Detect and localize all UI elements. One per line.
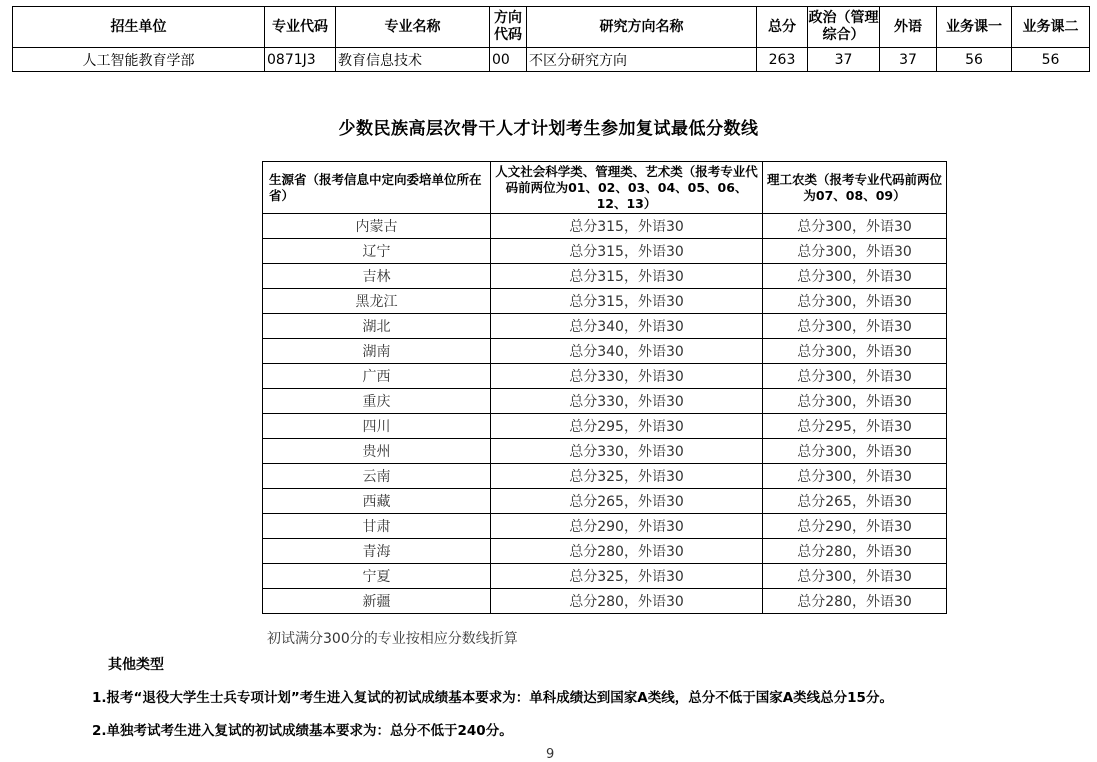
cell-province: 贵州 (263, 439, 491, 464)
header-major-code: 专业代码 (265, 7, 336, 48)
table-row (263, 214, 947, 239)
cell-province: 内蒙古 (263, 214, 491, 239)
header-direction-name: 研究方向名称 (527, 7, 757, 48)
cell-province: 广西 (263, 364, 491, 389)
cell-province: 云南 (263, 464, 491, 489)
cell-science-score: 总分290，外语30 (763, 514, 947, 539)
cell-province: 四川 (263, 414, 491, 439)
table-row (263, 414, 947, 439)
cell-science-score: 总分300，外语30 (763, 339, 947, 364)
cell-humanities-score: 总分280，外语30 (491, 589, 763, 614)
cell-humanities-score: 总分290，外语30 (491, 514, 763, 539)
header-course-two: 业务课二 (1012, 7, 1090, 48)
table-row (263, 439, 947, 464)
header-politics: 政治（管理综合） (808, 7, 880, 48)
table-row (263, 514, 947, 539)
cell-humanities-score: 总分315，外语30 (491, 289, 763, 314)
cell-province: 湖南 (263, 339, 491, 364)
cell-humanities-score: 总分315，外语30 (491, 264, 763, 289)
header-science: 理工农类（报考专业代码前两位为07、08、09） (763, 162, 947, 214)
cell-science-score: 总分265，外语30 (763, 489, 947, 514)
header-province: 生源省（报考信息中定向委培单位所在省） (263, 162, 491, 214)
cell-province: 吉林 (263, 264, 491, 289)
independent-exam-requirement: 2.单独考试考生进入复试的初试成绩基本要求为：总分不低于240分。 (92, 723, 513, 739)
cell-science-score: 总分300，外语30 (763, 439, 947, 464)
cell-humanities-score: 总分280，外语30 (491, 539, 763, 564)
cell-humanities-score: 总分295，外语30 (491, 414, 763, 439)
minority-header-row (263, 162, 947, 214)
table-row (263, 364, 947, 389)
header-foreign-language: 外语 (880, 7, 937, 48)
cell-humanities-score: 总分315，外语30 (491, 239, 763, 264)
other-types-heading: 其他类型 (108, 657, 164, 673)
table-header-row (13, 7, 1090, 48)
minority-table-body (263, 214, 947, 614)
cell-direction-name: 不区分研究方向 (527, 48, 757, 72)
header-total: 总分 (757, 7, 808, 48)
veteran-plan-requirement: 1.报考“退役大学生士兵专项计划”考生进入复试的初试成绩基本要求为：单科成绩达到国家A类线，总分不低于国家A类线总分15分。 (92, 690, 893, 706)
cell-science-score: 总分300，外语30 (763, 264, 947, 289)
cell-science-score: 总分300，外语30 (763, 214, 947, 239)
cell-science-score: 总分295，外语30 (763, 414, 947, 439)
header-humanities: 人文社会科学类、管理类、艺术类（报考专业代码前两位为01、02、03、04、05、06、12、13） (491, 162, 763, 214)
cell-unit: 人工智能教育学部 (13, 48, 265, 72)
cell-science-score: 总分300，外语30 (763, 239, 947, 264)
header-course-one: 业务课一 (937, 7, 1012, 48)
table-row (263, 339, 947, 364)
minority-score-table (262, 161, 947, 614)
table-row (13, 48, 1090, 72)
cell-humanities-score: 总分330，外语30 (491, 389, 763, 414)
cell-science-score: 总分300，外语30 (763, 389, 947, 414)
cell-humanities-score: 总分265，外语30 (491, 489, 763, 514)
minority-section-title: 少数民族高层次骨干人才计划考生参加复试最低分数线 (338, 119, 759, 139)
cell-humanities-score: 总分330，外语30 (491, 439, 763, 464)
table-row (263, 539, 947, 564)
cell-major-name: 教育信息技术 (336, 48, 490, 72)
header-direction-code: 方向代码 (490, 7, 527, 48)
cell-science-score: 总分300，外语30 (763, 464, 947, 489)
cell-humanities-score: 总分325，外语30 (491, 464, 763, 489)
table-row (263, 564, 947, 589)
cell-province: 重庆 (263, 389, 491, 414)
header-major-name: 专业名称 (336, 7, 490, 48)
header-unit: 招生单位 (13, 7, 265, 48)
table-row (263, 264, 947, 289)
cell-province: 湖北 (263, 314, 491, 339)
cell-humanities-score: 总分325，外语30 (491, 564, 763, 589)
cell-course-one: 56 (937, 48, 1012, 72)
cell-politics: 37 (808, 48, 880, 72)
cell-province: 西藏 (263, 489, 491, 514)
cell-science-score: 总分300，外语30 (763, 564, 947, 589)
cell-science-score: 总分300，外语30 (763, 314, 947, 339)
cell-total: 263 (757, 48, 808, 72)
cell-humanities-score: 总分340，外语30 (491, 314, 763, 339)
table-row (263, 289, 947, 314)
cell-major-code: 0871J3 (265, 48, 336, 72)
conversion-note: 初试满分300分的专业按相应分数线折算 (267, 631, 518, 647)
cell-province: 青海 (263, 539, 491, 564)
page-number: 9 (546, 747, 555, 762)
cell-science-score: 总分280，外语30 (763, 589, 947, 614)
cell-science-score: 总分280，外语30 (763, 539, 947, 564)
table-row (263, 314, 947, 339)
cell-course-two: 56 (1012, 48, 1090, 72)
cell-province: 辽宁 (263, 239, 491, 264)
cell-province: 黑龙江 (263, 289, 491, 314)
cell-province: 宁夏 (263, 564, 491, 589)
cell-science-score: 总分300，外语30 (763, 289, 947, 314)
cell-humanities-score: 总分315，外语30 (491, 214, 763, 239)
cell-direction-code: 00 (490, 48, 527, 72)
table-row (263, 489, 947, 514)
cell-humanities-score: 总分330，外语30 (491, 364, 763, 389)
cell-science-score: 总分300，外语30 (763, 364, 947, 389)
cell-province: 新疆 (263, 589, 491, 614)
cell-province: 甘肃 (263, 514, 491, 539)
table-row (263, 239, 947, 264)
table-row (263, 589, 947, 614)
admission-score-table (12, 6, 1090, 72)
table-row (263, 464, 947, 489)
cell-foreign-language: 37 (880, 48, 937, 72)
cell-humanities-score: 总分340，外语30 (491, 339, 763, 364)
table-row (263, 389, 947, 414)
